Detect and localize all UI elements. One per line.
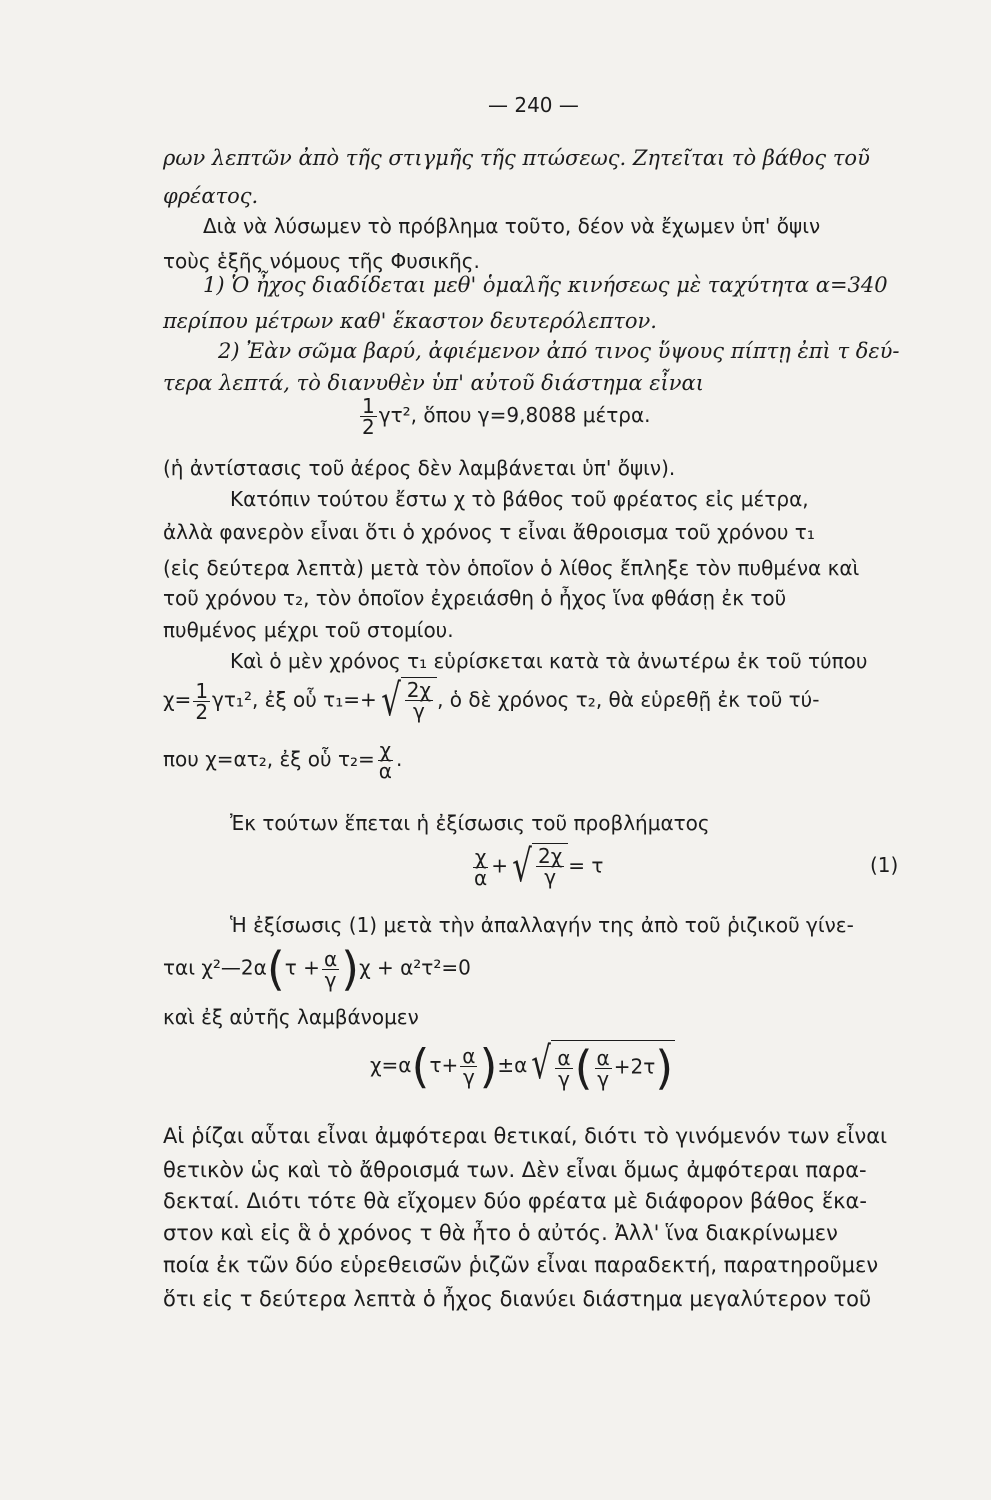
fraction-one-half: [360, 396, 377, 437]
formula-lhs: χ=: [163, 687, 192, 712]
fraction-denominator: 2: [362, 415, 375, 439]
fraction: [595, 1045, 612, 1091]
text-line-p5: ποία ἐκ τῶν δύο εὑρεθεισῶν ῥιζῶν εἶναι παραδεκτή, παρατηροῦμεν: [163, 1253, 879, 1277]
left-paren: (: [574, 1041, 593, 1095]
formula-text: γτ₁², ἐξ οὗ τ₁=+: [212, 687, 377, 712]
fraction-denominator: γ: [597, 1066, 610, 1091]
text-line-6: περίπου μέτρων καθ' ἕκαστον δευτερόλεπτον.: [163, 309, 657, 333]
equation-label: (1): [870, 853, 899, 877]
fraction-denominator: γ: [324, 967, 337, 992]
formula-time-t2: [163, 740, 402, 781]
text-line-7: 2) Ἐὰν σῶμα βαρύ, ἀφιέμενον ἀπό τινος ὕψους πίπτῃ ἐπὶ τ δεύ-: [218, 339, 900, 363]
formula-roots: [370, 1040, 675, 1093]
text-line-12: ἀλλὰ φανερὸν εἶναι ὅτι ὁ χρόνος τ εἶναι ἄθροισμα τοῦ χρόνου τ₁: [163, 520, 815, 544]
square-root: [527, 1040, 675, 1093]
fraction-numerator: α: [462, 1044, 476, 1068]
text-line-p3: δεκταί. Διότι τότε θὰ εἴχομεν δύο φρέατα μὲ διάφορον βάθος ἕκα-: [163, 1189, 867, 1213]
right-paren: ): [341, 942, 360, 996]
radical-sign-icon: √: [512, 841, 532, 892]
text-line-p6: ὅτι εἰς τ δεύτερα λεπτὰ ὁ ἦχος διανύει διάστημα μεγαλύτερον τοῦ: [163, 1287, 872, 1311]
fraction: [555, 1045, 572, 1091]
text-line-19: Ἐκ τούτων ἕπεται ἡ ἐξίσωσις τοῦ προβλήματος: [230, 811, 710, 835]
fraction: [472, 844, 489, 890]
formula-text: τ+: [429, 1053, 459, 1077]
formula-text: ±α: [497, 1053, 528, 1077]
right-paren: ): [479, 1039, 498, 1094]
fraction-numerator: 2χ: [406, 678, 432, 702]
formula-text: , ὁ δὲ χρόνος τ₂, θὰ εὑρεθῇ ἐκ τοῦ τύ-: [437, 687, 820, 712]
text-line-13: (εἰς δεύτερα λεπτὰ) μετὰ τὸν ὁποῖον ὁ λίθος ἔπληξε τὸν πυθμένα καὶ: [163, 556, 860, 580]
text-line-3: Διὰ νὰ λύσωμεν τὸ πρόβλημα τοῦτο, δέον νὰ ἔχωμεν ὑπ' ὄψιν: [203, 214, 821, 238]
text-line-8: τερα λεπτά, τὸ διανυθὲν ὑπ' αὐτοῦ διάστημα εἶναι: [163, 371, 704, 395]
text-line-4: τοὺς ἑξῆς νόμους τῆς Φυσικῆς.: [163, 249, 480, 273]
text-line-10: (ἡ ἀντίστασις τοῦ ἀέρος δὲν λαμβάνεται ὑπ' ὄψιν).: [163, 456, 676, 480]
fraction-denominator: 2: [195, 699, 209, 724]
fraction-one-half: [193, 678, 210, 724]
text-line-11: Κατόπιν τούτου ἔστω χ τὸ βάθος τοῦ φρέατος εἰς μέτρα,: [230, 487, 809, 511]
left-paren: (: [266, 942, 285, 996]
text-line-1: ρων λεπτῶν ἀπὸ τῆς στιγμῆς τῆς πτώσεως. Ζητεῖται τὸ βάθος τοῦ: [163, 146, 870, 170]
fraction: [377, 740, 394, 781]
formula-equation-1: [470, 843, 603, 891]
fraction-numerator: α: [596, 1045, 610, 1070]
formula-text: ται χ²—2α: [163, 955, 267, 980]
text-line-p1: Αἱ ῥίζαι αὗται εἶναι ἀμφότεραι θετικαί, διότι τὸ γινόμενόν των εἶναι: [163, 1124, 888, 1148]
formula-text: χ + α²τ²=0: [359, 955, 471, 980]
formula-text: +2τ: [613, 1054, 656, 1079]
fraction: [460, 1046, 477, 1087]
text-line-15: πυθμένος μέχρι τοῦ στομίου.: [163, 618, 454, 642]
formula-text: +: [491, 853, 508, 878]
page-number: — 240 —: [488, 93, 579, 117]
text-line-23: καὶ ἐξ αὐτῆς λαμβάνομεν: [163, 1005, 419, 1029]
fraction-denominator: γ: [558, 1066, 570, 1091]
text-line-p4: στον καὶ εἰς ἃ ὁ χρόνος τ θὰ ἦτο ὁ αὐτός. Ἀλλ' ἵνα διακρίνωμεν: [163, 1221, 838, 1245]
formula-fall-distance: [358, 396, 651, 437]
fraction-numerator: 2χ: [538, 844, 563, 868]
text-line-16: Καὶ ὁ μὲν χρόνος τ₁ εὑρίσκεται κατὰ τὰ ἀνωτέρω ἐκ τοῦ τύπου: [230, 649, 868, 673]
text-line-21: Ἡ ἐξίσωσις (1) μετὰ τὴν ἀπαλλαγήν της ἀπὸ τοῦ ῥιζικοῦ γίνε-: [230, 913, 854, 937]
text-line-2: φρέατος.: [163, 184, 259, 208]
fraction-denominator: α: [474, 865, 488, 890]
fraction-denominator: γ: [413, 699, 425, 723]
formula-text: που χ=ατ₂, ἐξ οὗ τ₂=: [163, 747, 375, 771]
formula-text: χ=α: [370, 1053, 412, 1077]
fraction-numerator: α: [323, 946, 338, 971]
text-line-5: 1) Ὁ ἦχος διαδίδεται μεθ' ὁμαλῆς κινήσεως μὲ ταχύτητα α=340: [203, 273, 888, 297]
right-paren: ): [655, 1041, 674, 1095]
fraction: [405, 680, 433, 721]
formula-text: .: [395, 747, 403, 771]
formula-text: τ +: [284, 955, 320, 980]
fraction-numerator: α: [557, 1045, 571, 1070]
formula-quadratic: [163, 944, 471, 994]
fraction-denominator: α: [378, 759, 392, 783]
formula-text: = τ: [568, 853, 604, 878]
fraction: [536, 846, 564, 887]
radical-sign-icon: √: [380, 675, 401, 726]
radical-sign-icon: √: [531, 1038, 552, 1089]
text-line-14: τοῦ χρόνου τ₂, τὸν ὁποῖον ἐχρειάσθη ὁ ἦχος ἵνα φθάσῃ ἐκ τοῦ: [163, 586, 787, 610]
fraction-numerator: χ: [474, 844, 487, 869]
fraction-denominator: γ: [544, 865, 557, 889]
formula-time-t1: [163, 677, 819, 725]
fraction-denominator: γ: [462, 1065, 475, 1089]
formula-text: γτ², ὅπου γ=9,8088 μέτρα.: [378, 403, 651, 427]
fraction-numerator: χ: [379, 738, 392, 762]
fraction: [322, 946, 339, 992]
square-root: [377, 677, 437, 725]
square-root: [508, 843, 568, 891]
text-line-p2: θετικὸν ὡς καὶ τὸ ἄθροισμά των. Δὲν εἶναι ὅμως ἀμφότεραι παρα-: [163, 1158, 867, 1182]
fraction-numerator: 1: [195, 678, 209, 703]
fraction-numerator: 1: [362, 394, 375, 418]
left-paren: (: [411, 1039, 430, 1094]
